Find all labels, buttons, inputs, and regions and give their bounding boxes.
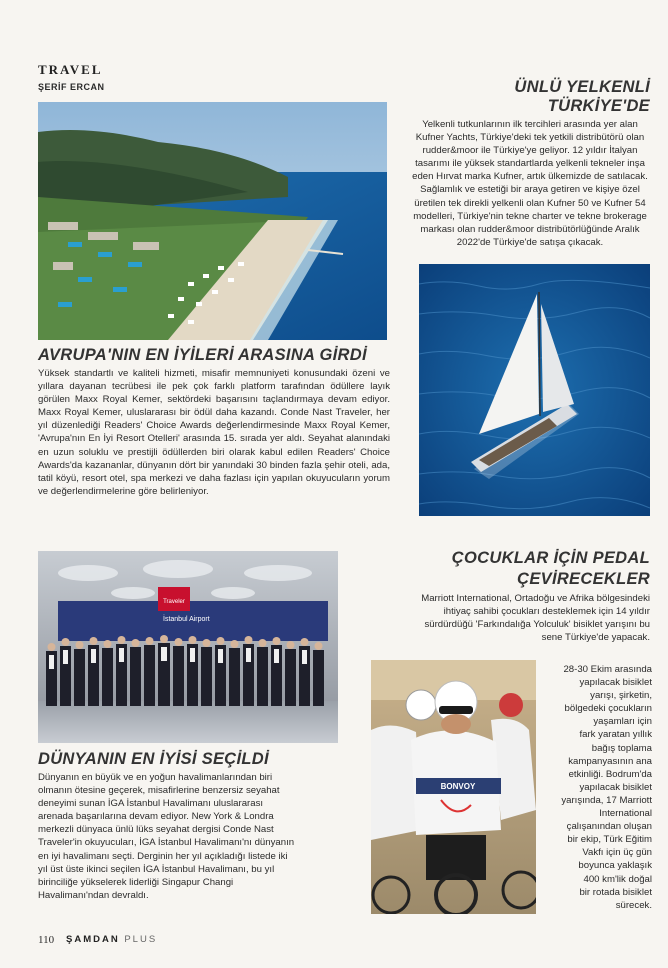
bike-side-line: boyunca yaklaşık xyxy=(578,860,652,872)
resort-photo xyxy=(38,102,387,340)
bike-body-top: Marriott International, Ortadoğu ve Afrika bölgesindeki ihtiyaç sahibi çocukları desteklemek için 14 yıldır sürdürdüğü 'Farkındalığa Yolculuk' bisiklet yarışını bu sene Türkiye'de yapacak. xyxy=(421,593,650,644)
yacht-body: Yelkenli tutkunlarının ilk tercihleri arasında yer alan Kufner Yachts, Türkiye'deki tek yetkili distribütörü olan rudder&moor ile Türkiye'ye geliyor. 12 yıldır İtalyan tasarımı ile yüksek standartlarda yelkenli tekneler inşa eden Hırvat marka Kufner, artık ülkemizde de satılacak. Sağlamlık ve estetiği bir araya getiren ve kişiye özel üretilen tek direkli yelkenli olan Kufner 50 ve Kufner 54 modelleri, Türkiye'nin tekne charter ve tekne brokerage markası olan rudder&moor distribütörlüğünde Aralık 2022'de Türkiye'de satışa çıkacak. xyxy=(412,119,648,248)
bike-side-line: International xyxy=(599,808,652,820)
airport-headline: DÜNYANIN EN İYİSİ SEÇİLDİ xyxy=(38,750,269,768)
bike-side-line: bölgedeki çocukların xyxy=(564,703,652,715)
hotel-headline: AVRUPA'NIN EN İYİLERİ ARASINA GİRDİ xyxy=(38,346,367,364)
bike-side-line: bağış toplama xyxy=(591,742,652,754)
author-name: ŞERİF ERCAN xyxy=(38,82,105,92)
section-label: TRAVEL xyxy=(38,62,103,77)
bike-body-side xyxy=(540,663,652,912)
bike-side-line: fark yaratan yıllık xyxy=(579,729,652,741)
bike-side-line: yarışında, 17 Marriott xyxy=(561,794,652,806)
bike-side-line: yaşamları için xyxy=(593,716,652,728)
airport-body: Dünyanın en büyük ve en yoğun havalimanlarından biri olmanın ötesine geçerek, misafirlerine benzersiz seyahat deneyimi sunan İGA İstanbul Havalimanı uluslararası arenada başarılarına devam ediyor. New York & Londra merkezli dünyaca ünlü lüks seyahat dergisi Conde Nast Traveler'in okuyucuları, İGA İstanbul Havalimanı'nı dünyanın en iyi havalimanı seçti. Derginin her yıl açıkladığı listede iki yıl üst üste ikinci seçilen İGA İstanbul Havalimanı, bu yıl birinciliğe yükselerek liderliği Singapur Changi Havalimanı'ndan devraldı. xyxy=(38,772,295,901)
bike-side-line: 400 km'lik doğal xyxy=(583,873,652,885)
brand-name: ŞAMDAN xyxy=(66,934,120,945)
magazine-brand xyxy=(66,934,157,945)
airport-photo xyxy=(38,551,338,743)
yacht-photo xyxy=(419,264,650,516)
page-number: 110 xyxy=(38,934,55,946)
bike-side-line: bir ekip, Türk Eğitim xyxy=(567,834,652,846)
brand-suffix: PLUS xyxy=(124,934,158,945)
bike-side-line: etkinliği. Bodrum'da xyxy=(568,768,652,780)
cyclists-photo xyxy=(371,660,536,914)
bike-side-line: yapılacak bisiklet xyxy=(579,781,652,793)
bike-side-line: yarışı, şirketin, xyxy=(590,690,652,702)
bike-side-line: sürecek. xyxy=(615,899,652,911)
yacht-headline: ÜNLÜ YELKENLİ TÜRKİYE'DE xyxy=(514,78,650,115)
jersey-text: BONVOY xyxy=(440,782,476,791)
bike-side-line: yapılacak bisiklet xyxy=(579,677,652,689)
bike-side-line: kampanyasının ana xyxy=(568,755,652,767)
bike-side-line: Vakfı için üç gün xyxy=(582,847,652,859)
bike-side-line: bir rotada bisiklet xyxy=(579,886,652,898)
svg-text:Traveler: Traveler xyxy=(163,599,185,605)
bike-side-line: 28-30 Ekim arasında xyxy=(563,664,652,675)
bike-side-line: çalışanından oluşan xyxy=(566,821,652,833)
hotel-body: Yüksek standartlı ve kaliteli hizmeti, misafir memnuniyeti konusundaki özeni ve yıllara dayanan tecrübesi ile pek çok farklı platform tarafından ödüllere layık görülen Maxx Royal Kemer, sektördeki başarısını taçlandırmaya devam ediyor. Maxx Royal Kemer, uluslararası bir ödül daha kazandı. Conde Nast Traveler, her yıl düzenlediği Readers' Choice Awards değerlendirmesinde Maxx Royal Kemer, 'Avrupa'nın En İyi Resort Otelleri' arasında 15. sırada yer aldı. Seyahat alanındaki en uzun soluklu ve prestijli ödüllerden biri olarak kabul edilen Readers' Choice Awards'da kazananlar, dünyanın dört bir yanındaki 30 binden fazla şehir oteli, ada, tatil köyü, resort otel, spa merkezi ve daha fazlası için yapılan okuyucuların yorum ve değerlendirmelerine göre belirleniyor. xyxy=(38,368,390,497)
bike-headline-line1: ÇOCUKLAR İÇİN PEDAL xyxy=(451,549,650,567)
bike-headline-line2: ÇEVİRECEKLER xyxy=(517,570,650,588)
airport-sign-text: İstanbul Airport xyxy=(163,616,210,623)
